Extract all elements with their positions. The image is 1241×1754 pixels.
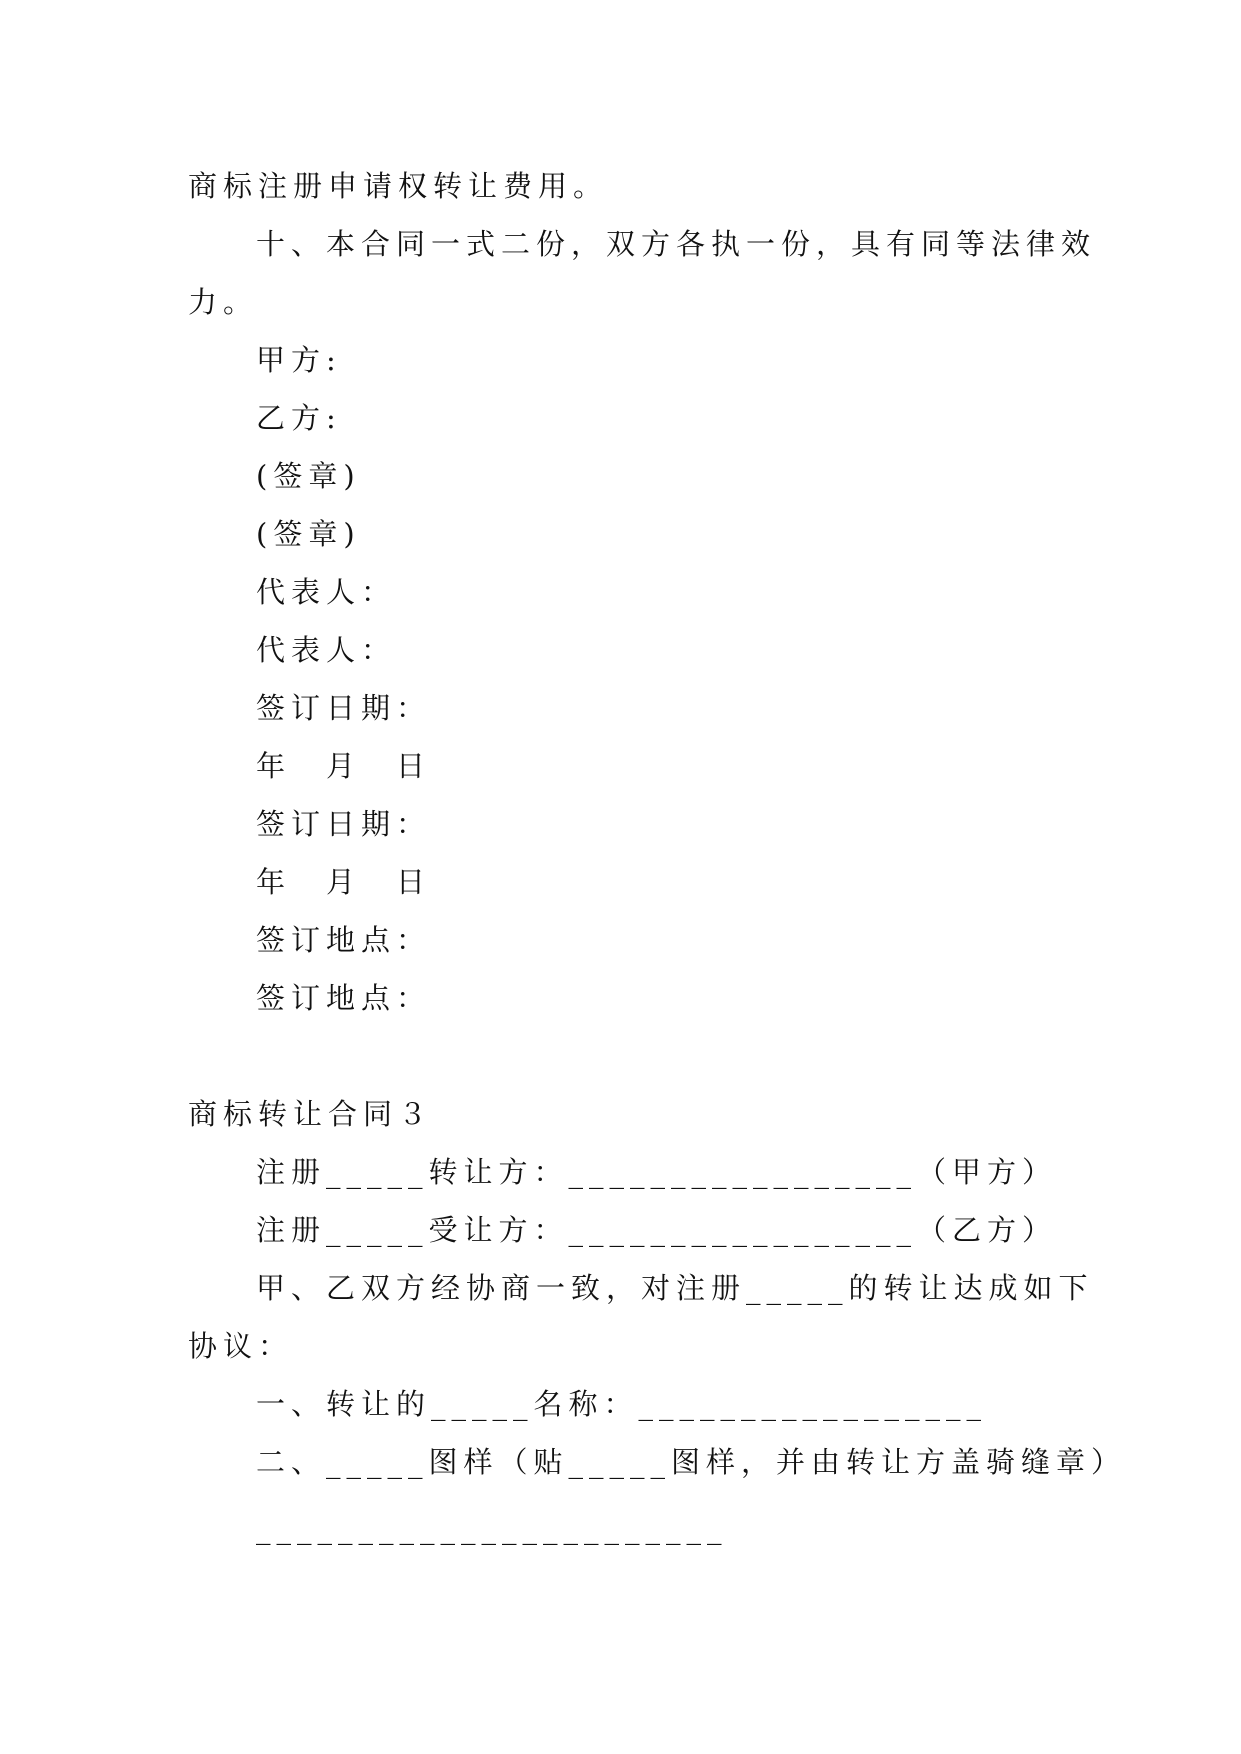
- seal-label: (签章): [256, 517, 361, 551]
- clause-2: 二、_____图样（贴_____图样，并由转让方盖骑缝章）: [256, 1445, 1127, 1479]
- representative-label: 代表人：: [256, 575, 397, 609]
- signing-date-label: 签订日期：: [256, 691, 432, 725]
- representative-label: 代表人：: [256, 633, 397, 667]
- paragraph-line: 甲、乙双方经协商一致，对注册_____的转让达成如下: [256, 1271, 1094, 1305]
- blank-line: _______________________: [256, 1511, 728, 1545]
- transferee-line: 注册_____受让方：_________________（乙方）: [256, 1213, 1058, 1247]
- party-b-label: 乙方:: [256, 401, 342, 435]
- signing-place-label: 签订地点：: [256, 981, 432, 1015]
- signing-date-label: 签订日期：: [256, 807, 432, 841]
- date-placeholder: 年 月 日: [256, 749, 432, 783]
- date-placeholder: 年 月 日: [256, 865, 432, 899]
- party-a-label: 甲方:: [256, 343, 342, 377]
- transferor-line: 注册_____转让方：_________________（甲方）: [256, 1155, 1058, 1189]
- paragraph-line: 十、本合同一式二份，双方各执一份，具有同等法律效: [256, 227, 1097, 261]
- section-heading: 商标转让合同３: [188, 1097, 434, 1131]
- seal-label: (签章): [256, 459, 361, 493]
- clause-1: 一、转让的_____名称：_________________: [256, 1387, 988, 1421]
- paragraph-line: 协议：: [188, 1329, 294, 1363]
- paragraph-line: 商标注册申请权转让费用。: [188, 169, 609, 203]
- signing-place-label: 签订地点：: [256, 923, 432, 957]
- paragraph-line: 力。: [188, 285, 259, 319]
